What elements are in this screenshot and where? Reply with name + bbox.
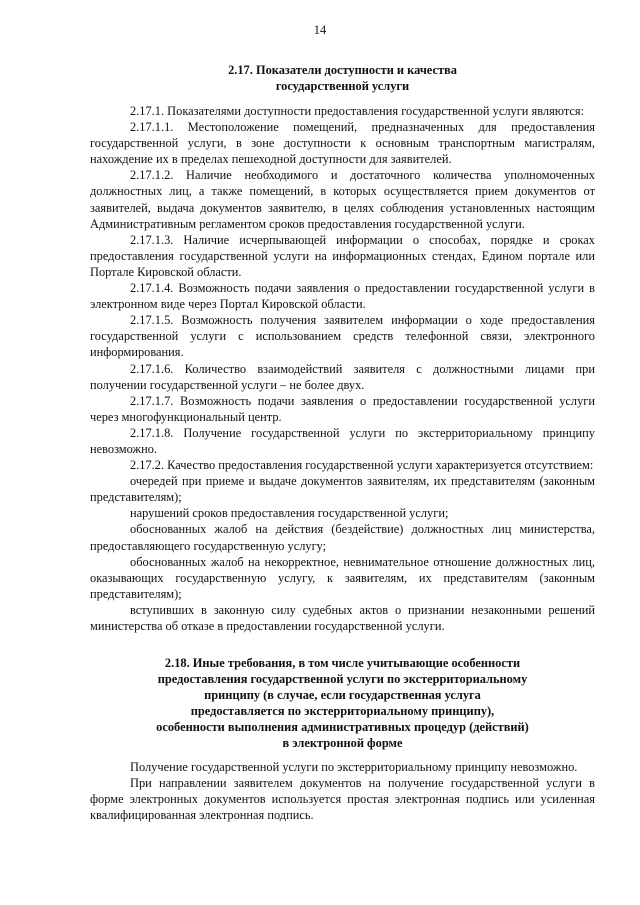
section-title-line: государственной услуги: [275, 79, 410, 94]
paragraph: вступивших в законную силу судебных актов о признании незаконными решений министерства об отказе в предоставлении государственной услуги.: [90, 602, 595, 633]
section-2-18-body: [90, 759, 595, 823]
paragraph: 2.17.1.2. Наличие необходимого и достаточного количества уполномоченных должностных лиц, а также помещений, в которых осуществляется прием документов от заявителей, выдача документов заявителю, в целях соблюдения установленных настоящим Административным регламентом сроков предоставления государственной услуги.: [90, 168, 595, 231]
paragraph: Получение государственной услуги по экстерриториальному принципу невозможно.: [130, 760, 578, 774]
section-2-17-title: [90, 62, 595, 94]
section-title-line: предоставления государственной услуги по экстерриториальному: [157, 672, 528, 687]
paragraph: 2.17.1.4. Возможность подачи заявления о предоставлении государственной услуги в электронном виде через Портал Кировской области.: [90, 281, 595, 312]
paragraph: 2.17.1. Показателями доступности предоставления государственной услуги являются:: [130, 104, 585, 118]
paragraph: 2.17.1.5. Возможность получения заявителем информации о ходе предоставления государственной услуги с использованием средств телефонной связи, электронного информирования.: [90, 313, 595, 360]
paragraph: обоснованных жалоб на действия (бездействие) должностных лиц министерства, предоставляющего государственную услугу;: [90, 522, 595, 553]
paragraph: 2.17.1.1. Местоположение помещений, предназначенных для предоставления государственной услуги, в зоне доступности к основным транспортным магистралям, нахождение их в пределах пешеходной доступности для заявителей.: [90, 120, 595, 167]
paragraph: 2.17.1.3. Наличие исчерпывающей информации о способах, порядке и сроках предоставления государственной услуги на информационных стендах, Едином портале или Портале Кировской области.: [90, 232, 595, 279]
section-title-line: принципу (в случае, если государственная услуга: [204, 688, 481, 703]
page-number: 14: [313, 23, 327, 37]
section-title-line: в электронной форме: [282, 736, 403, 751]
paragraph: 2.17.1.7. Возможность подачи заявления о предоставлении государственной услуги через многофункциональный центр.: [90, 393, 595, 424]
section-title-line: предоставляется по экстерриториальному принципу),: [190, 704, 495, 719]
paragraph: 2.17.1.8. Получение государственной услуги по экстерриториальному принципу невозможно.: [90, 425, 595, 456]
section-title-line: 2.17. Показатели доступности и качества: [228, 63, 457, 77]
paragraph: нарушений сроков предоставления государственной услуги;: [130, 506, 449, 521]
section-title-line: особенности выполнения административных процедур (действий): [156, 720, 529, 735]
section-2-17-body: [90, 103, 595, 634]
section-title-line: 2.18. Иные требования, в том числе учитывающие особенности: [164, 656, 521, 670]
paragraph: обоснованных жалоб на некорректное, невнимательное отношение должностных лиц, оказывающих государственную услугу, к заявителям, их представителям (законным представителям);: [90, 554, 595, 601]
paragraph: При направлении заявителем документов на получение государственной услуги в форме электронных документов используется простая электронная подпись или усиленная квалифицированная электронная подпись.: [90, 776, 595, 823]
section-2-18-title: [90, 655, 595, 752]
paragraph: 2.17.1.6. Количество взаимодействий заявителя с должностными лицами при получении государственной услуги – не более двух.: [90, 361, 595, 392]
paragraph: 2.17.2. Качество предоставления государственной услуги характеризуется отсутствием:: [130, 458, 594, 473]
paragraph: очередей при приеме и выдаче документов заявителям, их представителям (законным представителям);: [90, 474, 595, 505]
